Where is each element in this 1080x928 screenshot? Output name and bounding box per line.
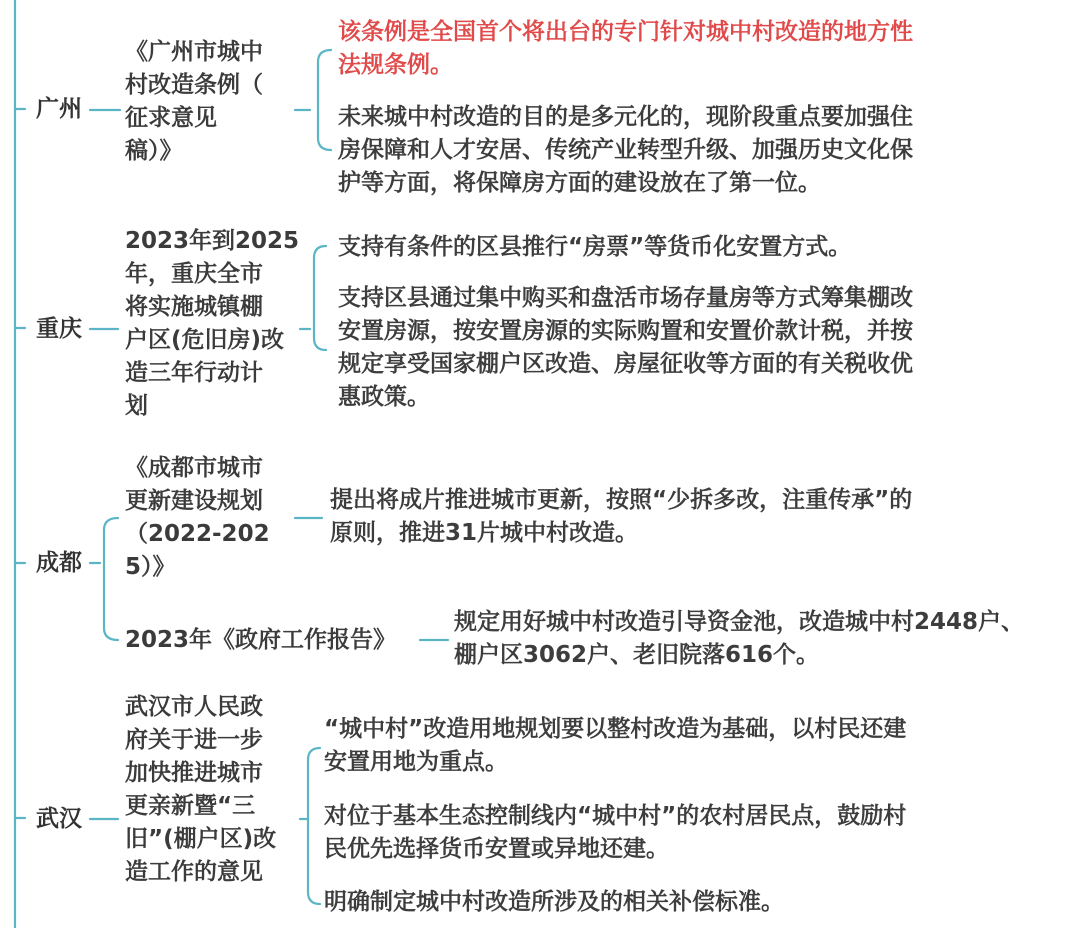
city-guangzhou: 广州 xyxy=(36,96,82,122)
point-guangzhou-1: 该条例是全国首个将出台的专门针对城中村改造的地方性 法规条例。 xyxy=(338,19,913,78)
source-chongqing: 2023年到2025 年，重庆全市 将实施城镇棚 户区(危旧房)改 造三年行动计 划 xyxy=(125,228,300,419)
point-wuhan-1: “城中村”改造用地规划要以整村改造为基础，以村民还建 安置用地为重点。 xyxy=(324,716,907,775)
bracket-guangzhou xyxy=(295,50,331,150)
point-chengdu-report: 规定用好城中村改造引导资金池，改造城中村2448户、 棚户区3062户、老旧院落616个。 xyxy=(454,609,1025,668)
city-wuhan: 武汉 xyxy=(36,806,82,832)
point-chongqing-2: 支持区县通过集中购买和盘活市场存量房等方式筹集棚改 安置房源，按安置房源的实际购置和安置价款计税，并按 规定享受国家棚户区改造、房屋征收等方面的有关税收优 惠政策。 xyxy=(338,285,913,410)
city-chengdu: 成都 xyxy=(36,550,82,576)
point-chongqing-1: 支持有条件的区县推行“房票”等货币化安置方式。 xyxy=(338,234,852,260)
point-wuhan-2: 对位于基本生态控制线内“城中村”的农村居民点，鼓励村 民优先选择货币安置或异地还建。 xyxy=(324,803,907,862)
point-guangzhou-2: 未来城中村改造的目的是多元化的，现阶段重点要加强住 房保障和人才安居、传统产业转型升级、加强历史文化保 护等方面，将保障房方面的建设放在了第一位。 xyxy=(338,104,913,196)
bracket-wuhan xyxy=(300,748,320,904)
source-chengdu-plan: 《成都市城市 更新建设规划 （2022-202 5）》 xyxy=(125,455,270,580)
city-chongqing: 重庆 xyxy=(36,316,82,342)
bracket-chengdu-sources xyxy=(104,518,118,640)
source-wuhan: 武汉市人民政 府关于进一步 加快推进城市 更亲新暨“三 旧”(棚户区)改 造工作的意见 xyxy=(125,694,277,885)
point-wuhan-3: 明确制定城中村改造所涉及的相关补偿标准。 xyxy=(324,889,784,915)
source-chengdu-report: 2023年《政府工作报告》 xyxy=(125,627,397,653)
bracket-chongqing xyxy=(300,246,326,350)
source-guangzhou: 《广州市城中 村改造条例（ 征求意见 稿）》 xyxy=(125,39,263,164)
point-chengdu-plan: 提出将成片推进城市更新，按照“少拆多改，注重传承”的 原则，推进31片城中村改造。 xyxy=(330,487,913,546)
